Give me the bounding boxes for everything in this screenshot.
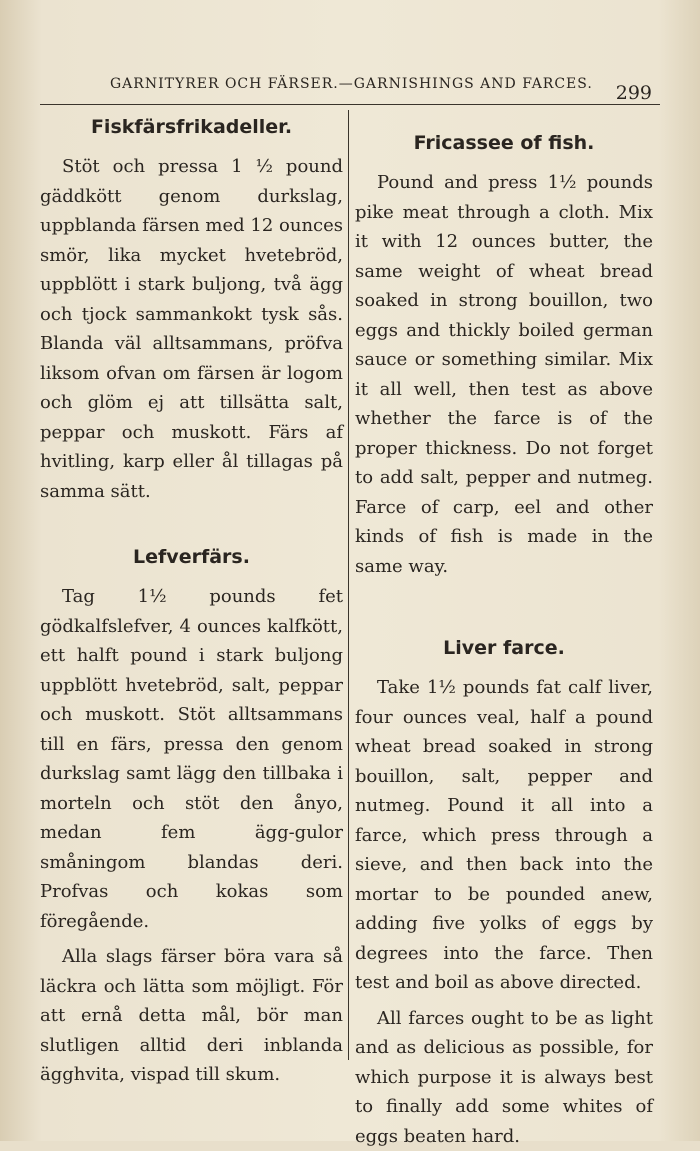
section-text-fiskfarsfrikadeller: Stöt och pressa 1 ½ pound gäddkött genom durkslag, uppblanda färsen med 12 ounces smör, lika mycket hvetebröd, uppblött i stark buljong, två ägg och tjock sammankokt tysk sås. Blanda väl alltsammans, pröfva liksom ofvan om färsen är logom och glöm ej att tillsätta salt, peppar och muskott. Färs af hvitling, karp eller ål tillagas på samma sätt. (40, 152, 343, 506)
section-title-liver-farce: Liver farce. (355, 637, 653, 659)
section-text-fricassee-of-fish: Pound and press 1½ pounds pike meat through a cloth. Mix it with 12 ounces butter, the same weight of wheat bread soaked in strong bouillon, two eggs and thickly boiled german sauce or something similar. Mix it all well, then test as above whether the farce is of the proper thickness. Do not forget to add salt, pepper and nutmeg. Farce of carp, eel and other kinds of fish is made in the same way. (355, 168, 653, 581)
section-title-fricassee-of-fish: Fricassee of fish. (355, 132, 653, 154)
section-text-liver-farce: Take 1½ pounds fat calf liver, four ounces veal, half a pound wheat bread soaked in strong bouillon, salt, pepper and nutmeg. Pound it all into a farce, which press through a sieve, and then back into the mortar to be pounded anew, adding five yolks of eggs by degrees into the farce. Then test and boil as above directed. (355, 673, 653, 998)
note-text-swedish: Alla slags färser böra vara så läckra och lätta som möjligt. För att ernå detta mål, bör man slutligen alltid deri inblanda ägghvita, vispad till skum. (40, 942, 343, 1090)
header-title: GARNITYRER OCH FÄRSER.—GARNISHINGS AND FARCES. (110, 76, 593, 92)
swedish-column (40, 110, 343, 1090)
note-text-english: All farces ought to be as light and as delicious as possible, for which purpose it is always best to finally add some whites of eggs beaten hard. (355, 1004, 653, 1151)
page-number: 299 (616, 82, 652, 104)
english-column (355, 110, 653, 1151)
section-title-fiskfarsfrikadeller: Fiskfärsfrikadeller. (40, 116, 343, 138)
running-header (40, 74, 660, 105)
section-text-lefverfars: Tag 1½ pounds fet gödkalfslefver, 4 ounces kalfkött, ett halft pound i stark buljong uppblött hvetebröd, salt, peppar och muskott. Stöt alltsammans till en färs, pressa den genom durkslag samt lägg den tillbaka i morteln och stöt den ånyo, medan fem ägg-gulor småningom blandas deri. Profvas och kokas som föregående. (40, 582, 343, 936)
column-divider (348, 110, 349, 1060)
section-title-lefverfars: Lefverfärs. (40, 546, 343, 568)
